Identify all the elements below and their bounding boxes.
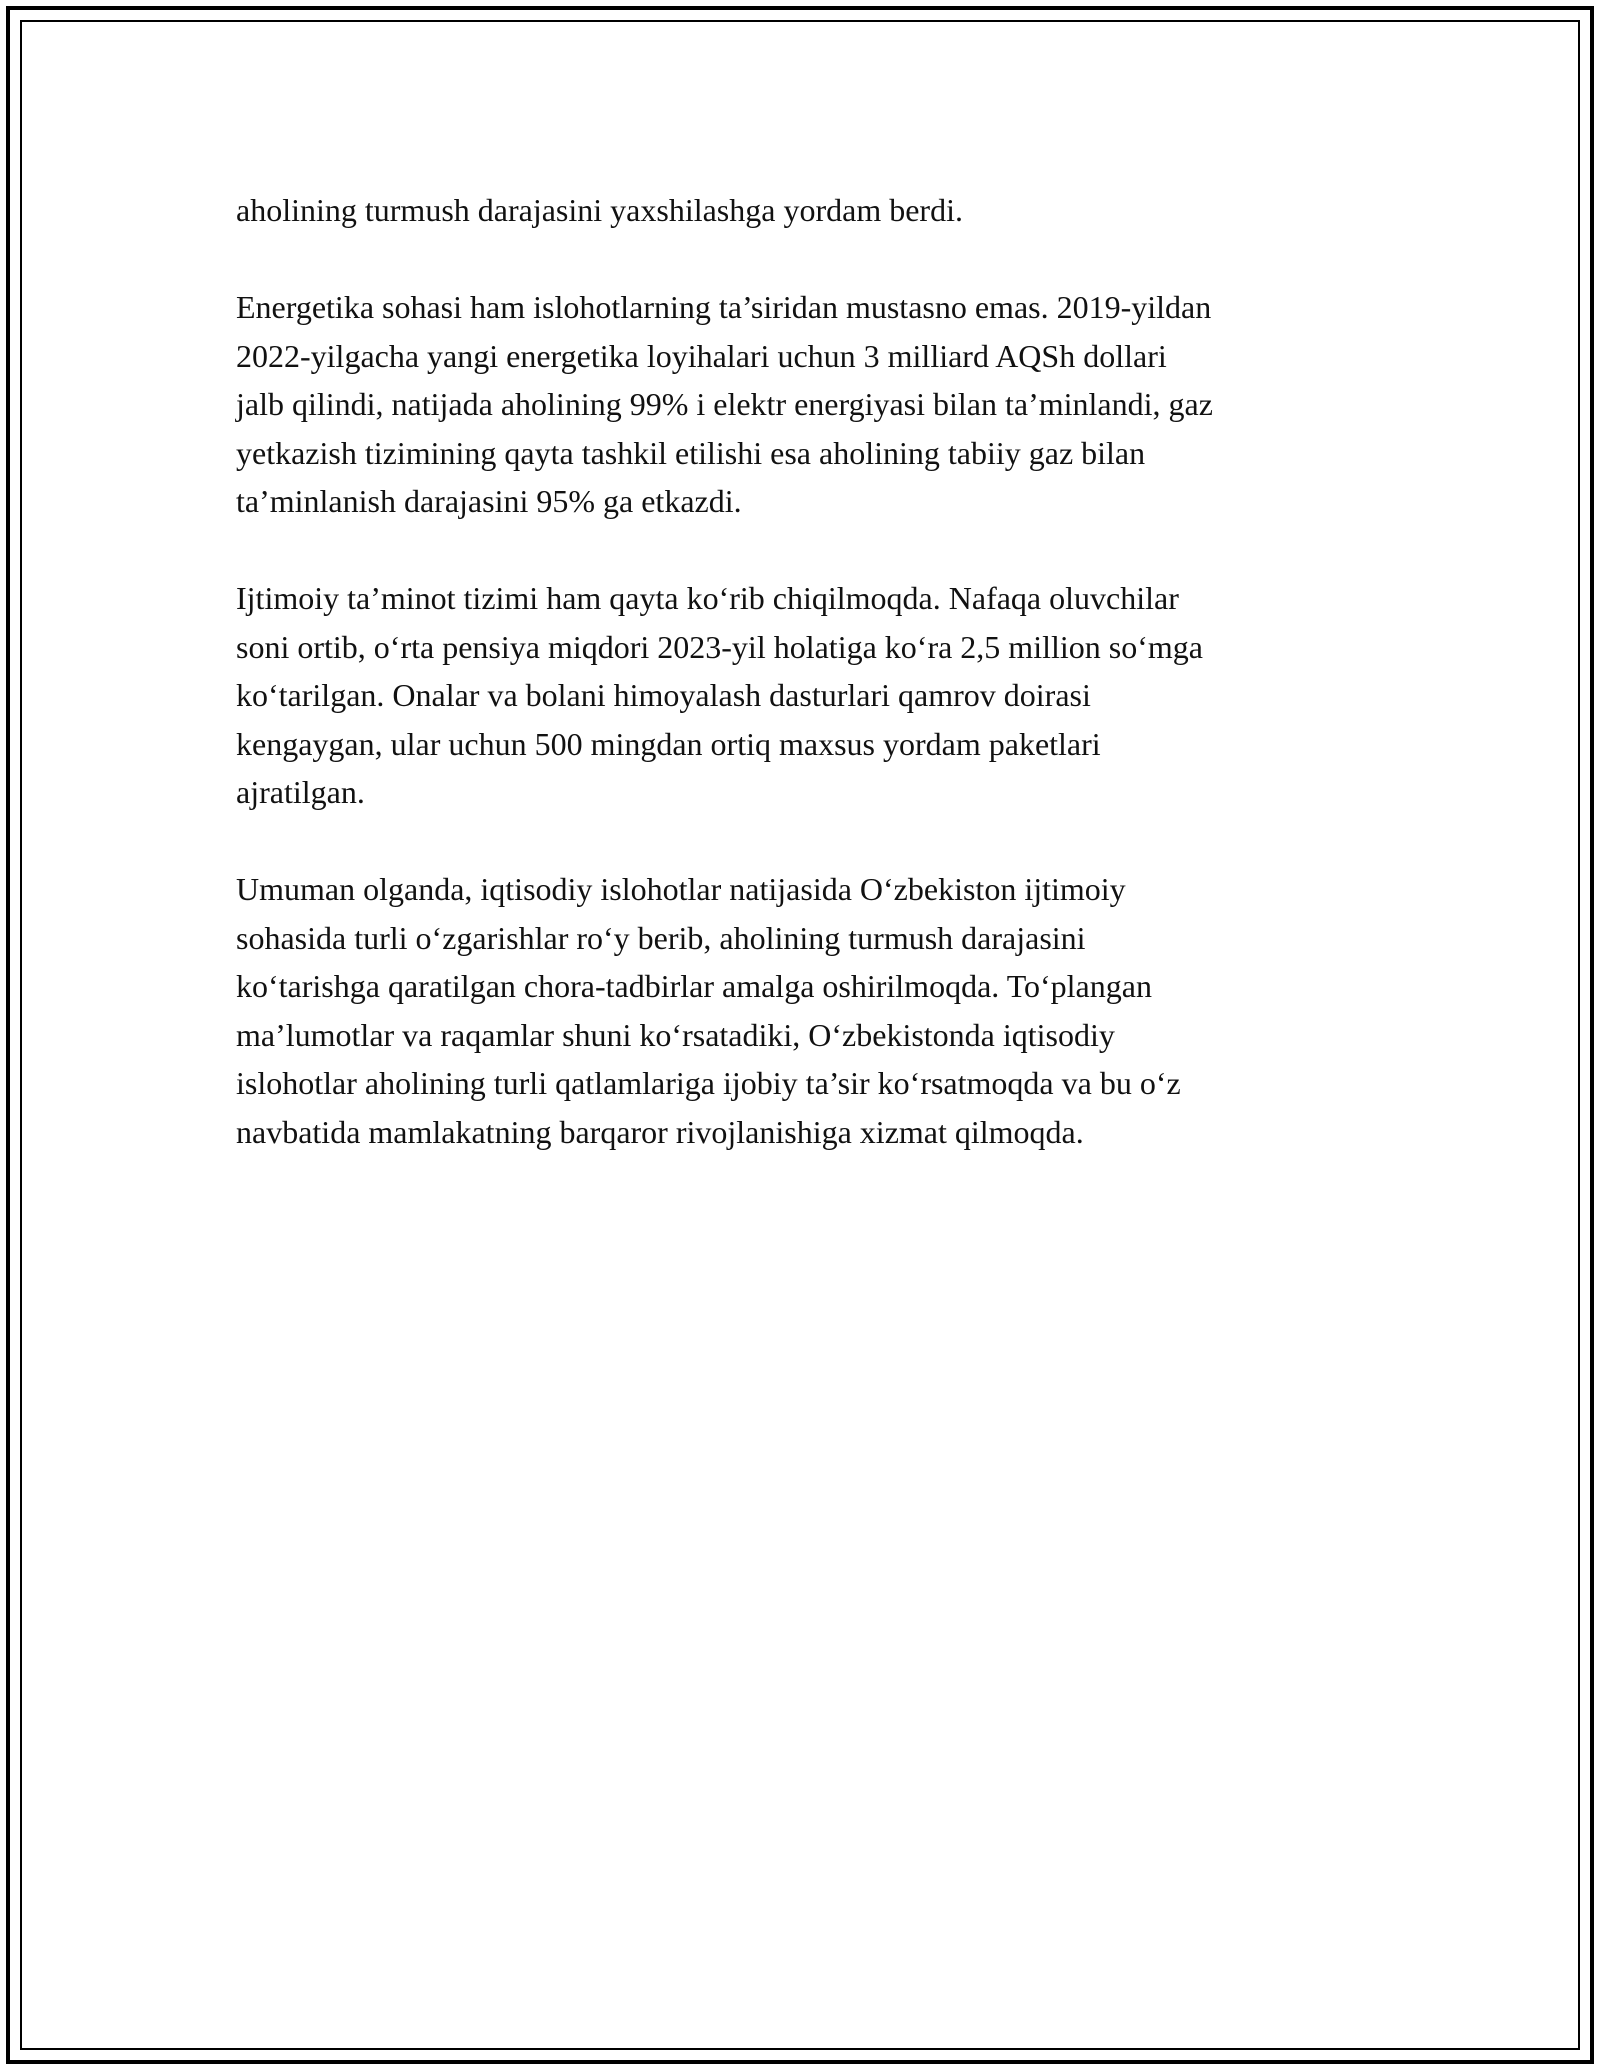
text-line: ajratilgan. [236,774,365,810]
paragraph [236,865,1366,1156]
text-line: kengaygan, ular uchun 500 mingdan ortiq maxsus yordam paketlari [236,725,1101,762]
text-line: ta’minlanish darajasini 95% ga etkazdi. [236,483,742,519]
text-line: islohotlar aholining turli qatlamlariga ijobiy ta’sir koʻrsatmoqda va bu oʻz [236,1065,1181,1101]
text-line: aholining turmush darajasini yaxshilashga yordam berdi. [236,192,963,228]
text-line: soni ortib, oʻrta pensiya miqdori 2023-yil holatiga koʻra 2,5 million soʻmga [236,628,1203,665]
text-line: Umuman olganda, iqtisodiy islohotlar natijasida Oʻzbekiston ijtimoiy [236,871,1126,907]
paragraph [236,574,1366,817]
text-line: yetkazish tizimining qayta tashkil etilishi esa aholining tabiiy gaz bilan [236,434,1146,471]
text-line: jalb qilindi, natijada aholining 99% i elektr energiyasi bilan ta’minlandi, gaz [236,386,1213,422]
text-line: koʻtarishga qaratilgan chora-tadbirlar amalga oshirilmoqda. Toʻplangan [236,968,1152,1004]
text-line: koʻtarilgan. Onalar va bolani himoyalash dasturlari qamrov doirasi [236,677,1091,713]
text-line: Ijtimoiy ta’minot tizimi ham qayta koʻrib chiqilmoqda. Nafaqa oluvchilar [236,580,1179,616]
text-line: sohasida turli oʻzgarishlar roʻy berib, aholining turmush darajasini [236,919,1086,956]
text-line: navbatida mamlakatning barqaror rivojlanishiga xizmat qilmoqda. [236,1113,1084,1150]
paragraph [236,186,1366,235]
text-line: 2022-yilgacha yangi energetika loyihalari uchun 3 milliard AQSh dollari [236,337,1167,374]
document-body [236,186,1366,1205]
paragraph [236,283,1366,526]
text-line: Energetika sohasi ham islohotlarning ta’siridan mustasno emas. 2019-yildan [236,289,1212,325]
text-line: ma’lumotlar va raqamlar shuni koʻrsatadiki, Oʻzbekistonda iqtisodiy [236,1016,1115,1053]
